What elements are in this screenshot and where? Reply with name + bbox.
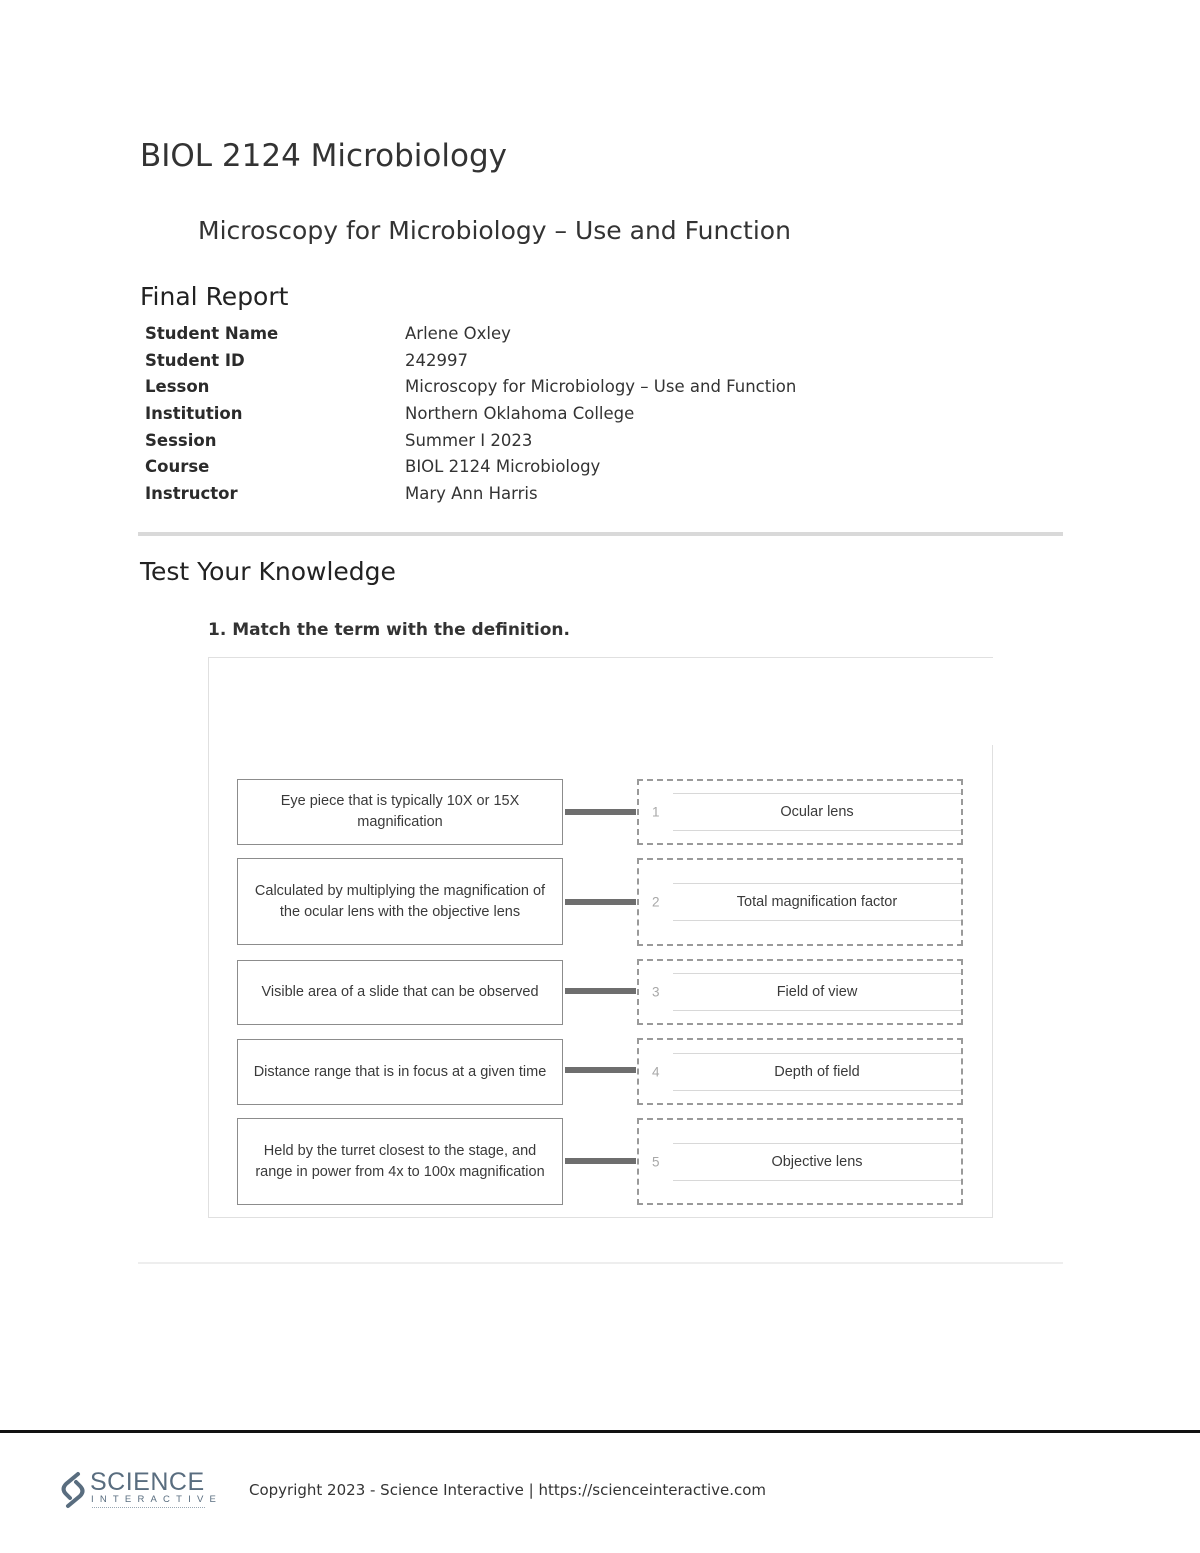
- logo-wordmark: SCIENCE: [90, 1468, 205, 1496]
- info-label: Lesson: [145, 377, 210, 397]
- report-title: Final Report: [140, 282, 289, 311]
- definition-card[interactable]: [237, 779, 563, 845]
- term-drop-zone[interactable]: [637, 959, 963, 1025]
- term-card[interactable]: [673, 973, 961, 1011]
- info-label: Session: [145, 430, 217, 450]
- term-text: Objective lens: [771, 1153, 863, 1170]
- term-drop-zone[interactable]: [637, 1038, 963, 1105]
- term-drop-zone[interactable]: [637, 1118, 963, 1205]
- info-label: Instructor: [145, 483, 238, 503]
- info-row-student-id: [145, 347, 796, 374]
- info-row-session: [145, 427, 796, 454]
- info-label: Student Name: [145, 323, 279, 343]
- term-card[interactable]: [673, 793, 961, 831]
- term-drop-zone[interactable]: [637, 858, 963, 946]
- info-value: 242997: [405, 350, 468, 370]
- term-number: 1: [652, 804, 660, 820]
- match-connector: [565, 1067, 636, 1073]
- definition-card[interactable]: [237, 1118, 563, 1205]
- match-connector: [565, 988, 636, 994]
- info-label: Institution: [145, 403, 243, 423]
- info-value: Arlene Oxley: [405, 323, 511, 343]
- info-row-institution: [145, 400, 796, 427]
- match-connector: [565, 899, 636, 905]
- copyright-text: Copyright 2023 - Science Interactive | https://scienceinteractive.com: [249, 1481, 767, 1499]
- logo-subtitle: INTERACTIVE: [91, 1494, 223, 1505]
- info-value: BIOL 2124 Microbiology: [405, 457, 601, 477]
- term-card[interactable]: [673, 1143, 961, 1181]
- info-value: Northern Oklahoma College: [405, 403, 635, 423]
- term-number: 4: [652, 1064, 660, 1079]
- term-text: Depth of field: [774, 1063, 860, 1080]
- info-label: Course: [145, 457, 210, 477]
- section-end-divider: [138, 1262, 1063, 1264]
- matching-panel-edge: [992, 745, 993, 1218]
- question-text: 1. Match the term with the definition.: [208, 620, 570, 640]
- science-interactive-logo-icon: [58, 1470, 88, 1510]
- course-title: BIOL 2124 Microbiology: [140, 138, 507, 174]
- term-number: 2: [652, 894, 660, 910]
- definition-text: Calculated by multiplying the magnification of the ocular lens with the objective lens: [254, 882, 546, 920]
- info-row-lesson: [145, 373, 796, 400]
- definition-text: Distance range that is in focus at a given time: [253, 1063, 547, 1080]
- info-value: Microscopy for Microbiology – Use and Function: [405, 377, 797, 397]
- logo-tagline-mark: [92, 1507, 205, 1510]
- term-text: Field of view: [776, 984, 858, 1000]
- term-card[interactable]: [673, 883, 961, 921]
- term-text: Total magnification factor: [736, 894, 898, 910]
- definition-card[interactable]: [237, 858, 563, 945]
- student-info-table: [145, 320, 796, 507]
- section-divider: [138, 532, 1063, 536]
- definition-card[interactable]: [237, 960, 563, 1025]
- match-connector: [565, 809, 636, 815]
- info-value: Summer I 2023: [405, 430, 533, 450]
- term-number: 5: [652, 1154, 660, 1169]
- match-connector: [565, 1158, 636, 1164]
- info-label: Student ID: [145, 350, 245, 370]
- term-number: 3: [652, 984, 660, 1000]
- definition-text: Held by the turret closest to the stage, and range in power from 4x to 100x magnification: [255, 1142, 545, 1180]
- definition-card[interactable]: [237, 1039, 563, 1105]
- footer-divider: [0, 1430, 1200, 1433]
- term-text: Ocular lens: [780, 804, 854, 820]
- lesson-title: Microscopy for Microbiology – Use and Function: [198, 216, 791, 245]
- section-title: Test Your Knowledge: [140, 557, 396, 586]
- info-row-instructor: [145, 480, 796, 507]
- info-row-course: [145, 453, 796, 480]
- definition-text: Eye piece that is typically 10X or 15X magnification: [280, 793, 520, 830]
- info-value: Mary Ann Harris: [405, 483, 538, 503]
- term-drop-zone[interactable]: [637, 779, 963, 845]
- info-row-student-name: [145, 320, 796, 347]
- definition-text: Visible area of a slide that can be observed: [261, 984, 539, 1000]
- term-card[interactable]: [673, 1053, 961, 1091]
